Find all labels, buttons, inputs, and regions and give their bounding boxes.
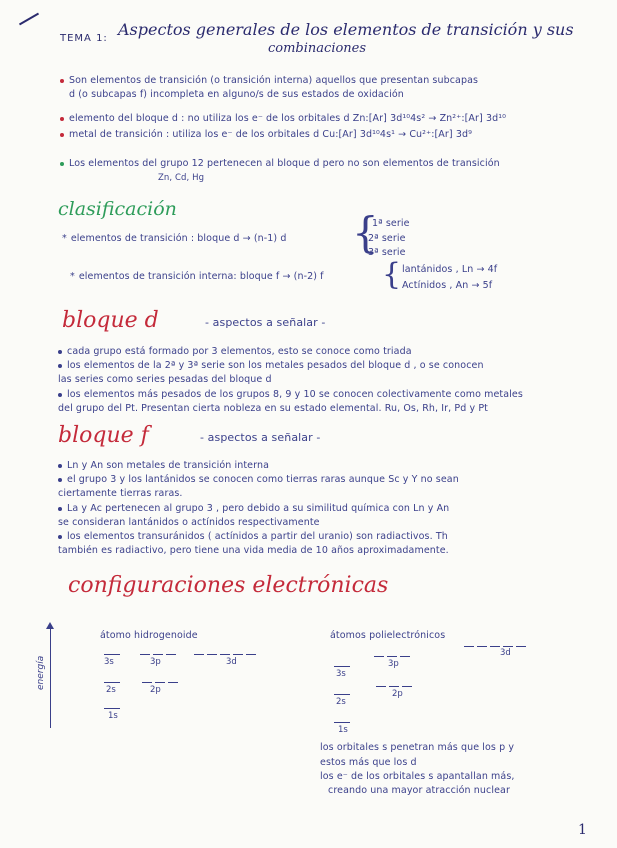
intro-line-4: metal de transición : utiliza los e⁻ de los orbitales d Cu:[Ar] 3d¹⁰4s¹ → Cu²⁺:[Ar] 3d⁹ bbox=[60, 129, 472, 140]
level-3d-right-1 bbox=[464, 646, 474, 647]
bloque-f-heading: bloque f bbox=[58, 423, 149, 448]
level-3d-right-5 bbox=[516, 646, 526, 647]
level-2s-left bbox=[104, 682, 120, 683]
level-3s-right bbox=[334, 666, 350, 667]
bloque-d-heading: bloque d bbox=[62, 308, 159, 333]
intro-line-3: elemento del bloque d : no utiliza los e⁻ de los orbitales d Zn:[Ar] 3d¹⁰4s² → Zn²⁺:[Ar] 3d¹⁰ bbox=[60, 113, 506, 124]
intro-line-1: Son elementos de transición (o transición interna) aquellos que presentan subcapas bbox=[60, 75, 478, 86]
f-item-ln: lantánidos , Ln → 4f bbox=[402, 264, 498, 275]
clasif-row-f: * elementos de transición interna: bloque f → (n-2) f bbox=[70, 271, 324, 282]
level-2p-right-2 bbox=[389, 686, 399, 687]
note-line-1: los orbitales s penetran más que los p y bbox=[320, 742, 515, 753]
label-1s-left: 1s bbox=[108, 711, 118, 721]
label-2s-right: 2s bbox=[336, 697, 346, 707]
note-line-2: estos más que los d bbox=[320, 757, 417, 768]
page-title: Aspectos generales de los elementos de transición y sus bbox=[118, 20, 574, 39]
left-diagram-title: átomo hidrogenoide bbox=[100, 630, 198, 641]
clasif-row-d: * elementos de transición : bloque d → (n-1) d bbox=[62, 233, 287, 244]
bloque-d-line-3: las series como series pesadas del bloque d bbox=[58, 374, 272, 385]
level-3d-right-2 bbox=[477, 646, 487, 647]
level-3d-left-4 bbox=[233, 654, 243, 655]
serie-1: 1ª serie bbox=[372, 218, 410, 229]
level-2p-right-3 bbox=[402, 686, 412, 687]
bloque-f-line-1: Ln y An son metales de transición interna bbox=[58, 460, 269, 471]
level-3p-left-1 bbox=[140, 654, 150, 655]
brace-f: { bbox=[382, 257, 402, 292]
level-2p-left-2 bbox=[155, 682, 165, 683]
bloque-f-sub: - aspectos a señalar - bbox=[200, 431, 321, 444]
label-3d-left: 3d bbox=[226, 657, 237, 667]
label-2p-left: 2p bbox=[150, 685, 161, 695]
serie-3: 3ª serie bbox=[368, 247, 406, 258]
label-3d-right: 3d bbox=[500, 648, 511, 658]
energy-axis-arrow bbox=[46, 622, 54, 629]
page-title-cont: combinaciones bbox=[268, 41, 367, 56]
bloque-f-line-6: los elementos transuránidos ( actínidos a partir del uranio) son radiactivos. Th bbox=[58, 531, 448, 542]
bloque-f-line-3: ciertamente tierras raras. bbox=[58, 488, 183, 499]
level-3d-left-2 bbox=[207, 654, 217, 655]
energy-axis bbox=[50, 628, 51, 728]
level-3s-left bbox=[104, 654, 120, 655]
label-2s-left: 2s bbox=[106, 685, 116, 695]
level-3p-left-2 bbox=[153, 654, 163, 655]
serie-2: 2ª serie bbox=[368, 233, 406, 244]
note-line-4: creando una mayor atracción nuclear bbox=[328, 785, 510, 796]
note-line-3: los e⁻ de los orbitales s apantallan más, bbox=[320, 771, 515, 782]
page-number: 1 bbox=[578, 822, 587, 838]
level-3d-left-3 bbox=[220, 654, 230, 655]
right-diagram-title: átomos polielectrónicos bbox=[330, 630, 446, 641]
intro-line-5: Los elementos del grupo 12 pertenecen al bloque d pero no son elementos de transición bbox=[60, 158, 500, 169]
label-3s-left: 3s bbox=[104, 657, 114, 667]
level-3p-left-3 bbox=[166, 654, 176, 655]
level-3d-right-4 bbox=[503, 646, 513, 647]
bloque-d-line-1: cada grupo está formado por 3 elementos, esto se conoce como triada bbox=[58, 346, 412, 357]
tema-label: TEMA 1: bbox=[60, 33, 108, 44]
level-2p-right-1 bbox=[376, 686, 386, 687]
level-1s-right bbox=[334, 722, 350, 723]
label-1s-right: 1s bbox=[338, 725, 348, 735]
label-2p-right: 2p bbox=[392, 689, 403, 699]
clasificacion-heading: clasificación bbox=[58, 198, 177, 220]
level-3p-right-2 bbox=[387, 656, 397, 657]
energy-label: energía bbox=[36, 655, 46, 690]
label-3p-left: 3p bbox=[150, 657, 161, 667]
bloque-d-line-4: los elementos más pesados de los grupos 8, 9 y 10 se conocen colectivamente como metales bbox=[58, 389, 523, 400]
bloque-d-line-5: del grupo del Pt. Presentan cierta nobleza en su estado elemental. Ru, Os, Rh, Ir, Pd y Pt bbox=[58, 403, 488, 414]
level-3p-right-3 bbox=[400, 656, 410, 657]
bloque-f-line-4: La y Ac pertenecen al grupo 3 , pero debido a su similitud química con Ln y An bbox=[58, 503, 449, 514]
intro-line-6: Zn, Cd, Hg bbox=[158, 173, 205, 183]
bloque-f-line-5: se consideran lantánidos o actínidos respectivamente bbox=[58, 517, 320, 528]
bloque-d-sub: - aspectos a señalar - bbox=[205, 316, 326, 329]
level-3p-right-1 bbox=[374, 656, 384, 657]
level-3d-right-3 bbox=[490, 646, 500, 647]
bloque-f-line-2: el grupo 3 y los lantánidos se conocen como tierras raras aunque Sc y Y no sean bbox=[58, 474, 459, 485]
level-2p-left-1 bbox=[142, 682, 152, 683]
f-item-an: Actínidos , An → 5f bbox=[402, 280, 493, 291]
config-heading: configuraciones electrónicas bbox=[68, 573, 389, 598]
corner-mark bbox=[19, 13, 39, 26]
level-2p-left-3 bbox=[168, 682, 178, 683]
brace-series: { bbox=[352, 208, 379, 257]
level-3d-left-1 bbox=[194, 654, 204, 655]
level-1s-left bbox=[104, 708, 120, 709]
bloque-f-line-7: también es radiactivo, pero tiene una vida media de 10 años aproximadamente. bbox=[58, 545, 449, 556]
label-3p-right: 3p bbox=[388, 659, 399, 669]
page-header bbox=[60, 26, 108, 45]
level-2s-right bbox=[334, 694, 350, 695]
level-3d-left-5 bbox=[246, 654, 256, 655]
intro-line-2: d (o subcapas f) incompleta en alguno/s de sus estados de oxidación bbox=[69, 89, 404, 100]
label-3s-right: 3s bbox=[336, 669, 346, 679]
bloque-d-line-2: los elementos de la 2ª y 3ª serie son los metales pesados del bloque d , o se conocen bbox=[58, 360, 484, 371]
